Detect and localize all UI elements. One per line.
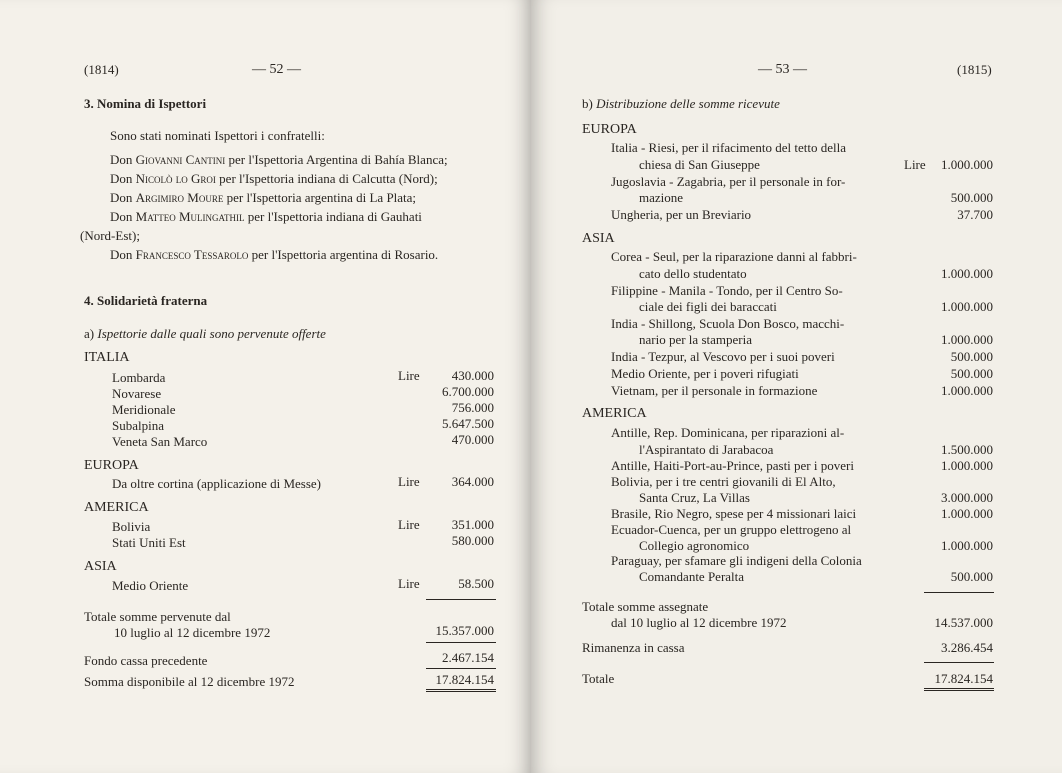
grand-total-label: Totale: [582, 671, 615, 686]
europa-row-label: Da oltre cortina (applicazione di Messe): [112, 476, 321, 491]
sum-rule: [924, 592, 994, 593]
inspector-line-continued: (Nord-Est);: [80, 228, 140, 243]
sum-rule: [426, 642, 496, 643]
italia-row-label: Meridionale: [112, 402, 176, 417]
europa-row-line1: Italia - Riesi, per il rifacimento del tetto della: [611, 140, 846, 155]
asia-row-amount: 1.000.000: [941, 266, 993, 281]
inspector-name: Francesco Tessarolo: [135, 247, 249, 262]
asia-row-amount: 1.000.000: [941, 383, 993, 398]
italia-row-amount: 756.000: [451, 400, 494, 415]
asia-row-line2: cato dello studentato: [639, 266, 747, 281]
inspector-name: Matteo Mulingathil: [135, 209, 245, 224]
region-america: AMERICA: [84, 500, 149, 515]
america-row-line2: Collegio agronomico: [639, 538, 750, 553]
asia-row-line1: India - Tezpur, al Vescovo per i suoi poveri: [611, 349, 835, 364]
america-row-line1: Antille, Rep. Dominicana, per riparazioni al-: [611, 425, 845, 440]
europa-row-amount: 500.000: [950, 190, 993, 205]
section-3-title: 3. Nomina di Ispettori: [84, 96, 207, 111]
region-asia: ASIA: [84, 559, 117, 574]
asia-row-line1: Filippine - Manila - Tondo, per il Centro So-: [611, 283, 843, 298]
inspector-line: Don Matteo Mulingathil per l'Ispettoria indiana di Gauhati: [110, 209, 422, 224]
remaining-cash-label: Rimanenza in cassa: [582, 640, 685, 655]
sum-rule: [426, 599, 496, 600]
currency-label: Lire: [398, 576, 420, 591]
region-europa: EUROPA: [582, 122, 637, 137]
europa-row-amount: 364.000: [451, 474, 494, 489]
inspector-line: Don Argimiro Moure per l'Ispettoria argentina di La Plata;: [110, 190, 417, 205]
america-row-line1: Paraguay, per sfamare gli indigeni della Colonia: [611, 553, 862, 568]
currency-label: Lire: [398, 517, 420, 532]
europa-row-line1: Jugoslavia - Zagabria, per il personale in for-: [611, 174, 846, 189]
inspector-name: Argimiro Moure: [135, 190, 224, 205]
sum-rule: [924, 662, 994, 663]
asia-row-line1: Vietnam, per il personale in formazione: [611, 383, 818, 398]
left-page-number: — 52 —: [252, 62, 301, 77]
asia-row-label: Medio Oriente: [112, 578, 189, 593]
right-page: [531, 0, 1062, 773]
america-row-line2: l'Aspirantato di Jarabacoa: [639, 442, 774, 457]
total-received-amount: 15.357.000: [435, 623, 494, 638]
italia-row-amount: 6.700.000: [442, 384, 494, 399]
italia-row-amount: 430.000: [451, 368, 494, 383]
italia-row-amount: 5.647.500: [442, 416, 494, 431]
italia-row-label: Subalpina: [112, 418, 164, 433]
final-double-rule: [426, 689, 496, 692]
currency-label: Lire: [904, 157, 926, 172]
italia-row-label: Veneta San Marco: [112, 434, 208, 449]
subsection-b-heading: b) Distribuzione delle somme ricevute: [582, 96, 780, 111]
cash-previous-label: Fondo cassa precedente: [84, 653, 208, 668]
asia-row-amount: 1.000.000: [941, 332, 993, 347]
italia-row-label: Lombarda: [112, 370, 166, 385]
section-3-intro: Sono stati nominati Ispettori i confratelli:: [110, 128, 325, 143]
europa-row-line2: chiesa di San Giuseppe: [639, 157, 760, 172]
america-row-line1: Antille, Haiti-Port-au-Prince, pasti per i poveri: [611, 458, 854, 473]
total-received-label-line2: 10 luglio al 12 dicembre 1972: [114, 625, 271, 640]
america-row-amount: 1.000.000: [941, 506, 993, 521]
inspector-line: Don Nicolò lo Groi per l'Ispettoria indiana di Calcutta (Nord);: [110, 171, 438, 186]
inspector-line: Don Francesco Tessarolo per l'Ispettoria argentina di Rosario.: [110, 247, 439, 262]
america-row-line1: Brasile, Rio Negro, spese per 4 missionari laici: [611, 506, 857, 521]
inspector-name: Giovanni Cantini: [135, 152, 226, 167]
italia-row-amount: 470.000: [451, 432, 494, 447]
cash-previous-amount: 2.467.154: [442, 650, 494, 665]
america-row-amount: 580.000: [451, 533, 494, 548]
region-italia: ITALIA: [84, 350, 130, 365]
total-received-label-line1: Totale somme pervenute dal: [84, 609, 231, 624]
asia-row-amount: 58.500: [458, 576, 494, 591]
total-assigned-label-line2: dal 10 luglio al 12 dicembre 1972: [611, 615, 787, 630]
left-page-code: (1814): [84, 62, 119, 77]
america-row-line1: Ecuador-Cuenca, per un gruppo elettrogeno al: [611, 522, 852, 537]
america-row-amount: 351.000: [451, 517, 494, 532]
europa-row-amount: 37.700: [957, 207, 993, 222]
america-row-amount: 1.000.000: [941, 458, 993, 473]
america-row-line1: Bolivia, per i tre centri giovanili di El Alto,: [611, 474, 836, 489]
america-row-amount: 500.000: [950, 569, 993, 584]
grand-total-amount: 17.824.154: [934, 671, 993, 686]
europa-row-amount: 1.000.000: [941, 157, 993, 172]
america-row-amount: 3.000.000: [941, 490, 993, 505]
america-row-label: Stati Uniti Est: [112, 535, 186, 550]
inspector-name: Nicolò lo Groi: [135, 171, 216, 186]
section-4-title: 4. Solidarietà fraterna: [84, 293, 208, 308]
total-assigned-amount: 14.537.000: [934, 615, 993, 630]
asia-row-line1: Corea - Seul, per la riparazione danni al fabbri-: [611, 249, 857, 264]
right-page-code: (1815): [957, 62, 992, 77]
america-row-amount: 1.000.000: [941, 538, 993, 553]
region-europa: EUROPA: [84, 458, 139, 473]
asia-row-line1: India - Shillong, Scuola Don Bosco, macchi-: [611, 316, 845, 331]
inspector-line: Don Giovanni Cantini per l'Ispettoria Argentina di Bahía Blanca;: [110, 152, 448, 167]
available-sum-amount: 17.824.154: [435, 672, 494, 687]
right-page-number: — 53 —: [758, 62, 807, 77]
europa-row-line2: mazione: [639, 190, 684, 205]
asia-row-amount: 500.000: [950, 366, 993, 381]
asia-row-line1: Medio Oriente, per i poveri rifugiati: [611, 366, 799, 381]
europa-row-line1: Ungheria, per un Breviario: [611, 207, 752, 222]
currency-label: Lire: [398, 368, 420, 383]
asia-row-amount: 500.000: [950, 349, 993, 364]
sum-rule: [426, 668, 496, 669]
region-america: AMERICA: [582, 406, 647, 421]
america-row-amount: 1.500.000: [941, 442, 993, 457]
final-double-rule: [924, 688, 994, 691]
asia-row-line2: nario per la stamperia: [639, 332, 752, 347]
asia-row-line2: ciale dei figli dei baraccati: [639, 299, 777, 314]
italia-row-label: Novarese: [112, 386, 162, 401]
currency-label: Lire: [398, 474, 420, 489]
region-asia: ASIA: [582, 231, 615, 246]
subsection-a-heading: a) Ispettorie dalle quali sono pervenute offerte: [84, 326, 326, 341]
remaining-cash-amount: 3.286.454: [941, 640, 993, 655]
total-assigned-label-line1: Totale somme assegnate: [582, 599, 709, 614]
america-row-line2: Santa Cruz, La Villas: [639, 490, 750, 505]
asia-row-amount: 1.000.000: [941, 299, 993, 314]
america-row-label: Bolivia: [112, 519, 151, 534]
america-row-line2: Comandante Peralta: [639, 569, 745, 584]
available-sum-label: Somma disponibile al 12 dicembre 1972: [84, 674, 295, 689]
